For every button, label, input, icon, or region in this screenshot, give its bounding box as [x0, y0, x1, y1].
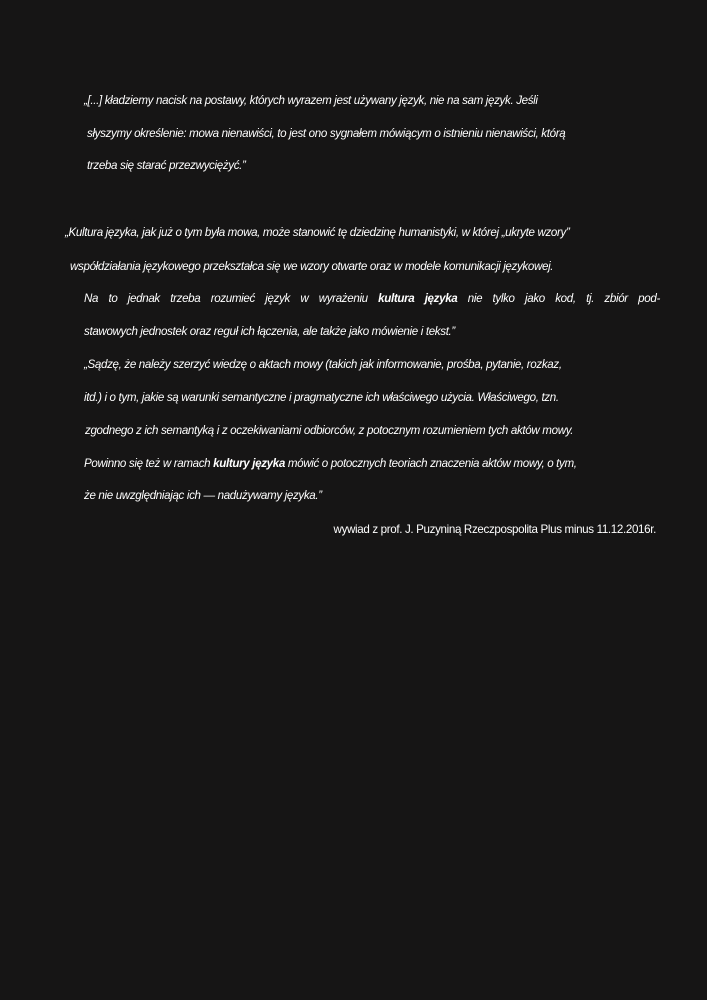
quote2-line-3: Na to jednak trzeba rozumieć język w wyrażeniu kultura języka nie tylko jako kod, tj. zbiór pod- — [84, 292, 660, 305]
quote3-line-2: itd.) i o tym, jakie są warunki semantyczne i pragmatyczne ich właściwego użycia. Właściwego, tzn. — [84, 391, 559, 404]
quote2-line-1: „Kultura języka, jak już o tym była mowa, może stanowić tę dziedzinę humanistyki, w której „ukryte wzory” — [65, 226, 570, 239]
quote1-line-2: słyszymy określenie: mowa nienawiści, to jest ono sygnałem mówiącym o istnieniu nienawiści, którą — [87, 127, 566, 140]
quote3-line-5: że nie uwzględniając ich — nadużywamy języka.” — [84, 489, 322, 502]
attribution: wywiad z prof. J. Puzyniną Rzeczpospolita Plus minus 11.12.2016r. — [333, 523, 656, 536]
quote3-line-3: zgodnego z ich semantyką i z oczekiwaniami odbiorców, z potocznym rozumieniem tych aktów mowy. — [85, 424, 574, 437]
quote2-line-4: stawowych jednostek oraz reguł ich łączenia, ale także jako mówienie i tekst.” — [84, 325, 455, 338]
kultura-jezyka-bold: kultura języka — [378, 292, 458, 305]
quote2-line-2: współdziałania językowego przekształca się we wzory otwarte oraz w modele komunikacji językowej. — [70, 260, 554, 273]
quote3-line-1: „Sądzę, że należy szerzyć wiedzę o aktach mowy (takich jak informowanie, prośba, pytanie, rozkaz, — [84, 358, 562, 371]
quote1-line-1: „[...] kładziemy nacisk na postawy, których wyrazem jest używany język, nie na sam język. Jeśli — [84, 94, 538, 107]
kultury-jezyka-bold: kultury języka — [213, 457, 285, 470]
quote1-line-3: trzeba się starać przezwyciężyć.” — [87, 159, 246, 172]
quote3-line-4: Powinno się też w ramach kultury języka mówić o potocznych teoriach znaczenia aktów mowy, o tym, — [84, 457, 577, 470]
